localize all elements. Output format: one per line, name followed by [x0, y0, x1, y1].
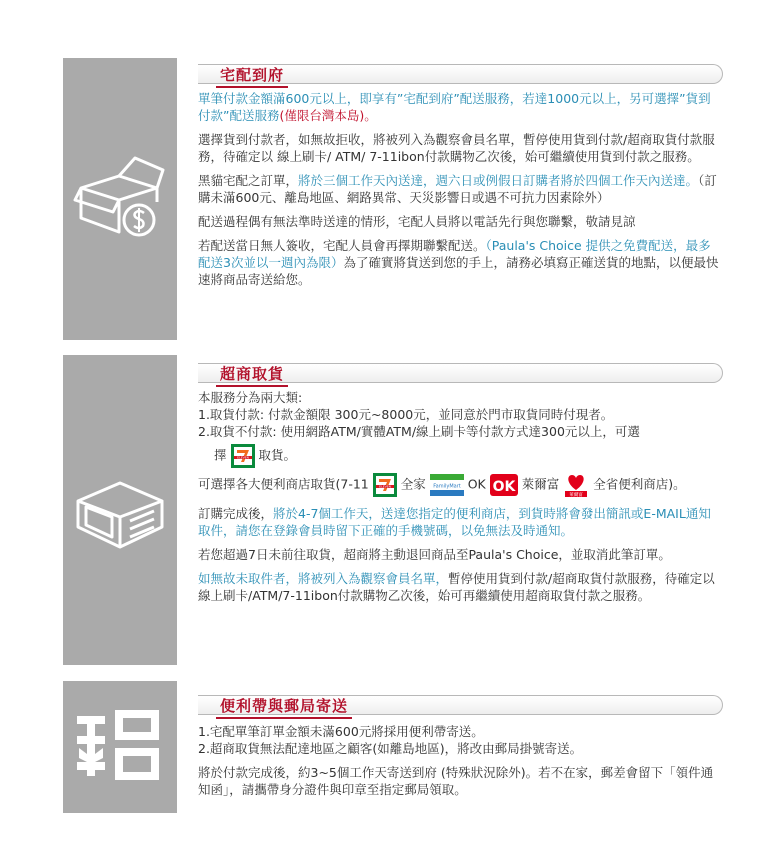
svg-text:萊爾富: 萊爾富: [569, 493, 583, 498]
highlight-text: 單筆付款金額滿600元以上，即享有”宅配到府”配送服務，若達1000元以上，另可選擇”貨到付款”配送服務: [198, 91, 711, 123]
text: 擇: [214, 447, 227, 463]
section-title-bar: [198, 64, 723, 84]
section-store-pickup: [63, 355, 723, 665]
text: 暫停使用貨到付款/超商取貨付款服務，待確定以線上刷卡/ATM/7-11ibon付款購物乙次後，始可再繼續使用超商取貨付款之服務。: [198, 571, 715, 603]
section-title: 超商取貨: [220, 365, 285, 383]
list-item: 1.取貨付款: 付款金額限 300元~8000元，並同意於門市取貨同時付現者。: [198, 407, 614, 422]
side-panel: [63, 681, 177, 813]
paragraph: 選擇貨到付款者，如無故拒收，將被列入為觀察會員名單，暫停使用貨到付款/超商取貨付款服務，待確定以 線上刷卡/ ATM/ 7-11ibon付款購物乙次後，始可繼續使用貨到付款之服務。: [198, 132, 715, 164]
ok-mart-logo: [490, 474, 518, 496]
svg-text:ELEVEN: ELEVEN: [236, 455, 249, 460]
list-item: 2.超商取貨無法配達地區之顧客(如離島地區)，將改由郵局掛號寄送。: [198, 741, 583, 756]
paragraph: [198, 172, 723, 206]
svg-text:ELEVEN: ELEVEN: [378, 484, 391, 489]
section-post-delivery: [63, 681, 723, 813]
svg-text:OK: OK: [492, 479, 516, 495]
paragraph: [198, 570, 723, 604]
paragraph: [198, 472, 723, 498]
post-icon: [73, 702, 167, 792]
paragraph: [198, 90, 723, 124]
paragraph: [198, 237, 723, 288]
highlight-text: 將於三個工作天內送達，週六日或例假日訂購者將於四個工作天內送達。: [298, 173, 699, 188]
text: 黑貓宅配之訂單，: [198, 173, 299, 188]
text: 若配送當日無人簽收，宅配人員會再擇期聯繫配送。: [198, 238, 486, 253]
box-dollar-icon: [73, 154, 167, 244]
service-list: [198, 389, 723, 468]
seven-eleven-logo: [373, 473, 397, 497]
highlight-text: （Paula's Choice 提供之免費配送，最多配送3次並以一週內為限）: [198, 238, 711, 270]
section-title: 宅配到府: [220, 66, 285, 84]
text: 全省便利商店)。: [593, 476, 686, 492]
highlight-text: 如無故未取件者，將被列入為觀察會員名單，: [198, 571, 449, 586]
section-title-bar: [198, 695, 723, 715]
svg-text:FamilyMart: FamilyMart: [432, 483, 461, 490]
text: 可選擇各大便利商店取貨(7-11: [198, 476, 369, 492]
store-icon: [72, 465, 168, 555]
content: [198, 64, 723, 288]
section-home-delivery: [63, 58, 723, 340]
highlight-red: (僅限台灣本島)。: [279, 108, 377, 123]
paragraph: 配送過程偶有無法準時送達的情形，宅配人員將以電話先行與您聯繫，敬請見諒: [198, 214, 636, 229]
list-item: 2.取貨不付款: 使用網路ATM/實體ATM/線上刷卡等付款方式達300元以上，可選: [198, 424, 640, 439]
familymart-logo: [430, 474, 464, 496]
content: [198, 363, 723, 604]
text: 取貨。: [258, 447, 296, 463]
text: 訂購完成後，: [198, 506, 274, 521]
seven-eleven-logo: [231, 444, 255, 468]
highlight-text: 將於4-7個工作天，送達您指定的便利商店，到貨時將會發出簡訊或E-MAIL通知取件，請您在登錄會員時留下正確的手機號碼，以免無法及時通知。: [198, 506, 711, 538]
service-list: [198, 723, 723, 757]
content: [198, 695, 723, 798]
section-title: 便利帶與郵局寄送: [220, 697, 349, 715]
paragraph: 若您超過7日未前往取貨，超商將主動退回商品至Paula's Choice，並取消此筆訂單。: [198, 547, 671, 562]
section-title-bar: [198, 363, 723, 383]
list-item-cont: [198, 444, 723, 468]
text: OK: [467, 476, 486, 492]
text: 為了確實將貨送到您的手上，請務必填寫正確送貨的地點，以便最快速將商品寄送給您。: [198, 255, 719, 287]
side-panel: [63, 58, 177, 340]
text: 萊爾富: [521, 476, 560, 492]
paragraph: 將於付款完成後，約3~5個工作天寄送到府 (特殊狀況除外)。若不在家，郵差會留下「領件通知函」，請攜帶身分證件與印章至指定郵局領取。: [198, 765, 714, 797]
list-item: 1.宅配單筆訂單金額未滿600元將採用便利帶寄送。: [198, 724, 484, 739]
list-intro: 本服務分為兩大類:: [198, 390, 303, 405]
paragraph: [198, 505, 723, 539]
text: （訂購未滿600元、離島地區、網路異常、天災影響日或遇不可抗力因素除外）: [198, 173, 717, 205]
hilife-logo: [563, 472, 589, 498]
text: 全家: [400, 476, 426, 492]
side-panel: [63, 355, 177, 665]
